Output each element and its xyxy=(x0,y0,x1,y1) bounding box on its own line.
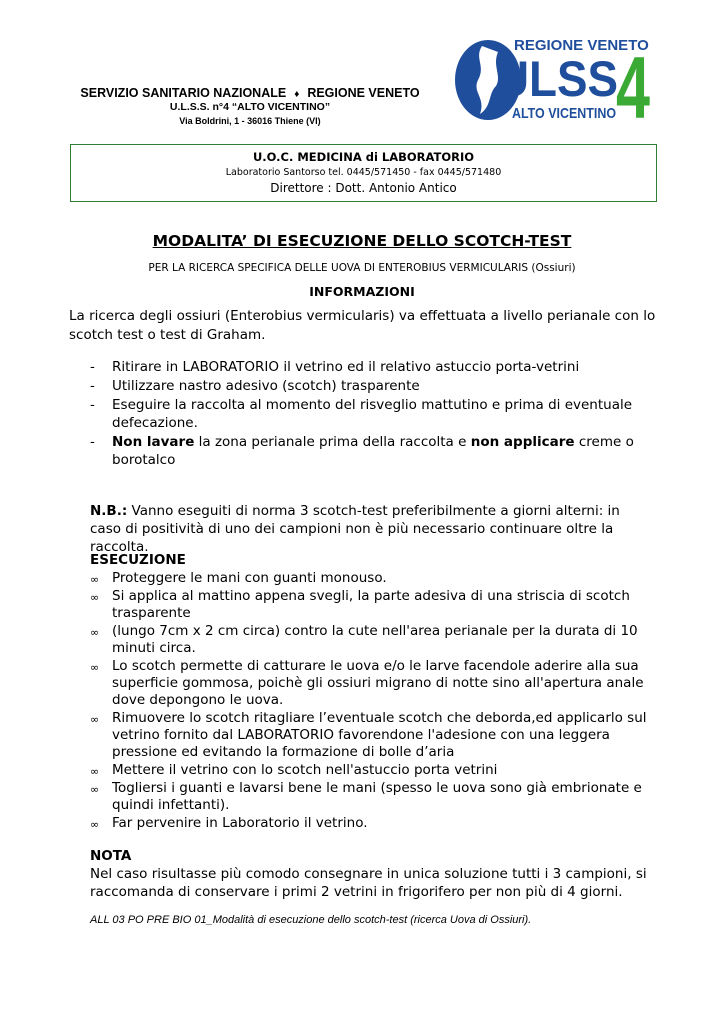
header-line-1 xyxy=(0,86,500,100)
instruction-list xyxy=(90,358,650,470)
page-subtitle: PER LA RICERCA SPECIFICA DELLE UOVA DI ENTEROBIUS VERMICULARIS (Ossiuri) xyxy=(148,262,576,274)
page-title: MODALITA’ DI ESECUZIONE DELLO SCOTCH-TEST xyxy=(152,232,572,250)
list-item: - Utilizzare nastro adesivo (scotch) trasparente xyxy=(90,377,650,395)
bold-text: Non lavare xyxy=(112,434,195,450)
nb-label: N.B.: xyxy=(90,503,128,519)
logo-number: 4 xyxy=(616,38,651,137)
list-text: la zona perianale prima della raccolta e xyxy=(194,434,471,450)
header-address: Via Boldrini, 1 - 36016 Thiene (VI) xyxy=(179,116,321,126)
list-item: ∞ (lungo 7cm x 2 cm circa) contro la cute nell'area perianale per la durata di 10 minuti circa. xyxy=(90,623,650,657)
department-director: Direttore : Dott. Antonio Antico xyxy=(270,181,457,195)
list-item: ∞ Proteggere le mani con guanti monouso. xyxy=(90,570,650,587)
logo-main-text: ULSS xyxy=(496,51,618,107)
header-region: REGIONE VENETO xyxy=(307,86,420,100)
execution-list xyxy=(90,570,650,833)
list-item xyxy=(90,433,650,469)
logo-bottom-text: ALTO VICENTINO xyxy=(512,105,617,122)
execution-heading: ESECUZIONE xyxy=(90,552,186,568)
list-item: ∞ Rimuovere lo scotch ritagliare l’eventuale scotch che deborda,ed applicarlo sul vetrino fornito dal LABORATORIO favorendone l'adesione con una leggera pressione ed evitando la formazione di bolle d’aria xyxy=(90,710,650,761)
list-item: ∞ Si applica al mattino appena svegli, la parte adesiva di una striscia di scotch trasparente xyxy=(90,588,650,622)
logo-top-text: REGIONE VENETO xyxy=(514,37,649,54)
department-contacts: Laboratorio Santorso tel. 0445/571450 - fax 0445/571480 xyxy=(225,167,502,178)
document-footer: ALL 03 PO PRE BIO 01_Modalità di esecuzione dello scotch-test (ricerca Uova di Ossiuri). xyxy=(90,914,532,926)
bold-text: non applicare xyxy=(470,434,575,450)
header-ssn: SERVIZIO SANITARIO NAZIONALE xyxy=(80,86,287,100)
list-item: ∞ Lo scotch permette di catturare le uova e/o le larve facendole aderire alla sua superficie gommosa, poichè gli ossiuri migrano di notte sino all'apertura anale dove depongono le uova. xyxy=(90,658,650,709)
list-text: creme o borotalco xyxy=(112,434,634,468)
department-box xyxy=(70,144,657,202)
nb-text: Vanno eseguiti di norma 3 scotch-test preferibilmente a giorni alterni: in caso di positività di uno dei campioni non è più necessario continuare oltre la raccolta. xyxy=(90,503,620,555)
info-heading: INFORMAZIONI xyxy=(309,284,415,299)
list-item: ∞ Mettere il vetrino con lo scotch nell'astuccio porta vetrini xyxy=(90,762,650,779)
nb-paragraph xyxy=(90,502,650,556)
list-item: ∞ Togliersi i guanti e lavarsi bene le mani (spesso le uova sono già embrionate e quindi infettanti). xyxy=(90,780,650,814)
list-item: - Eseguire la raccolta al momento del risveglio mattutino e prima di eventuale defecazione. xyxy=(90,396,650,432)
header-line-2: U.L.S.S. n°4 “ALTO VICENTINO” xyxy=(169,101,331,113)
list-item: ∞ Far pervenire in Laboratorio il vetrino. xyxy=(90,815,650,832)
ulss4-logo xyxy=(452,36,652,137)
department-title: U.O.C. MEDICINA di LABORATORIO xyxy=(252,150,475,164)
intro-paragraph: La ricerca degli ossiuri (Enterobius vermicularis) va effettuata a livello perianale con lo scotch test o test di Graham. xyxy=(69,308,656,343)
diamond-icon: ♦ xyxy=(294,89,300,100)
list-item: - Ritirare in LABORATORIO il vetrino ed il relativo astuccio porta-vetrini xyxy=(90,358,650,376)
nota-paragraph: Nel caso risultasse più comodo consegnare in unica soluzione tutti i 3 campioni, si raccomanda di conservare i primi 2 vetrini in frigorifero per non più di 4 giorni. xyxy=(90,866,647,900)
nota-heading: NOTA xyxy=(90,848,132,864)
